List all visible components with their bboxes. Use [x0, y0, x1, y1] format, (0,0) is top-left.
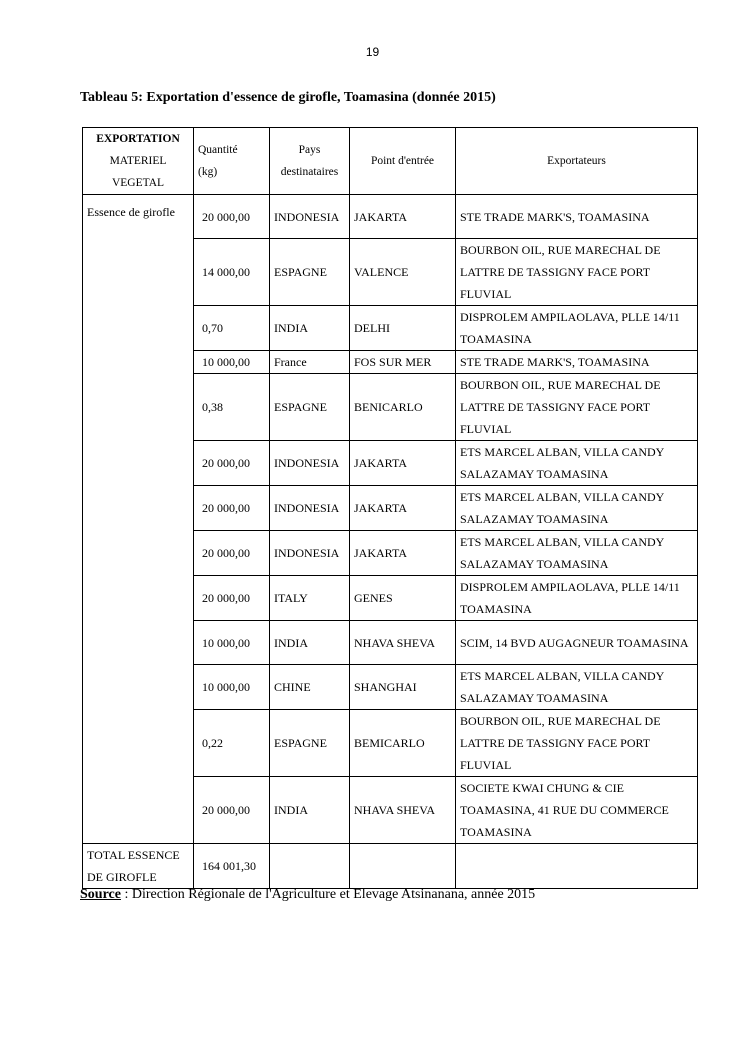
header-product-line2: MATERIEL: [109, 155, 167, 167]
quantity-cell: 20 000,00: [194, 441, 270, 486]
quantity-cell: 10 000,00: [194, 665, 270, 710]
quantity-cell: 20 000,00: [194, 195, 270, 239]
exporter-cell: DISPROLEM AMPILAOLAVA, PLLE 14/11 TOAMASINA: [456, 576, 698, 621]
source-text: : Direction Régionale de l'Agriculture et Elevage Atsinanana, année 2015: [120, 887, 536, 902]
header-entry-point: Point d'entrée: [350, 128, 456, 195]
exporter-cell: SCIM, 14 BVD AUGAGNEUR TOAMASINA: [456, 621, 698, 665]
total-row: [83, 844, 698, 889]
country-cell: INDONESIA: [270, 531, 350, 576]
quantity-cell: 10 000,00: [194, 621, 270, 665]
exporter-cell: SOCIETE KWAI CHUNG & CIE TOAMASINA, 41 RUE DU COMMERCE TOAMASINA: [456, 777, 698, 844]
entry-point-cell: FOS SUR MER: [350, 351, 456, 374]
quantity-cell: 20 000,00: [194, 531, 270, 576]
entry-point-cell: DELHI: [350, 306, 456, 351]
entry-point-cell: GENES: [350, 576, 456, 621]
exporter-cell: STE TRADE MARK'S, TOAMASINA: [456, 351, 698, 374]
header-product-line1: EXPORTATION: [96, 133, 180, 145]
entry-point-cell: JAKARTA: [350, 195, 456, 239]
header-quantity-line1: Quantité: [198, 144, 238, 156]
quantity-cell: 0,70: [194, 306, 270, 351]
exporter-cell: BOURBON OIL, RUE MARECHAL DE LATTRE DE TASSIGNY FACE PORT FLUVIAL: [456, 710, 698, 777]
quantity-cell: 0,38: [194, 374, 270, 441]
exporter-cell: ETS MARCEL ALBAN, VILLA CANDY SALAZAMAY TOAMASINA: [456, 486, 698, 531]
entry-point-cell: BEMICARLO: [350, 710, 456, 777]
country-cell: ITALY: [270, 576, 350, 621]
quantity-cell: 20 000,00: [194, 576, 270, 621]
country-cell: France: [270, 351, 350, 374]
exporter-cell: ETS MARCEL ALBAN, VILLA CANDY SALAZAMAY TOAMASINA: [456, 441, 698, 486]
header-country-line2: destinataires: [280, 166, 339, 178]
header-quantity-line2: (kg): [198, 166, 218, 178]
exporter-cell: STE TRADE MARK'S, TOAMASINA: [456, 195, 698, 239]
entry-point-cell: JAKARTA: [350, 486, 456, 531]
header-country-line1: Pays: [298, 144, 321, 156]
country-cell: ESPAGNE: [270, 239, 350, 306]
quantity-cell: 0,22: [194, 710, 270, 777]
source-label: Source: [80, 887, 121, 902]
country-cell: INDIA: [270, 777, 350, 844]
total-quantity: 164 001,30: [194, 844, 270, 889]
country-cell: INDONESIA: [270, 486, 350, 531]
header-product-line3: VEGETAL: [111, 177, 165, 189]
quantity-cell: 10 000,00: [194, 351, 270, 374]
entry-point-cell: NHAVA SHEVA: [350, 621, 456, 665]
exporter-cell: ETS MARCEL ALBAN, VILLA CANDY SALAZAMAY TOAMASINA: [456, 531, 698, 576]
country-cell: CHINE: [270, 665, 350, 710]
quantity-cell: 14 000,00: [194, 239, 270, 306]
table-title: Tableau 5: Exportation d'essence de girofle, Toamasina (donnée 2015): [80, 90, 496, 105]
header-product: [83, 128, 194, 195]
entry-point-cell: VALENCE: [350, 239, 456, 306]
export-table: [82, 127, 698, 889]
product-cell: Essence de girofle: [83, 195, 194, 844]
entry-point-cell: NHAVA SHEVA: [350, 777, 456, 844]
entry-point-cell: SHANGHAI: [350, 665, 456, 710]
country-cell: INDONESIA: [270, 441, 350, 486]
header-exporters: Exportateurs: [456, 128, 698, 195]
total-empty-cell: [350, 844, 456, 889]
page-number: 19: [365, 45, 380, 59]
country-cell: ESPAGNE: [270, 710, 350, 777]
table-row: [83, 195, 698, 239]
source-note: [80, 887, 535, 903]
quantity-cell: 20 000,00: [194, 486, 270, 531]
exporter-cell: ETS MARCEL ALBAN, VILLA CANDY SALAZAMAY TOAMASINA: [456, 665, 698, 710]
quantity-cell: 20 000,00: [194, 777, 270, 844]
country-cell: INDONESIA: [270, 195, 350, 239]
exporter-cell: BOURBON OIL, RUE MARECHAL DE LATTRE DE TASSIGNY FACE PORT FLUVIAL: [456, 239, 698, 306]
entry-point-cell: JAKARTA: [350, 441, 456, 486]
header-row: [83, 128, 698, 195]
total-empty-cell: [270, 844, 350, 889]
total-empty-cell: [456, 844, 698, 889]
country-cell: ESPAGNE: [270, 374, 350, 441]
exporter-cell: DISPROLEM AMPILAOLAVA, PLLE 14/11 TOAMASINA: [456, 306, 698, 351]
country-cell: INDIA: [270, 621, 350, 665]
entry-point-cell: JAKARTA: [350, 531, 456, 576]
total-label: TOTAL ESSENCE DE GIROFLE: [83, 844, 194, 889]
header-country: [270, 128, 350, 195]
entry-point-cell: BENICARLO: [350, 374, 456, 441]
country-cell: INDIA: [270, 306, 350, 351]
header-quantity: [194, 128, 270, 195]
exporter-cell: BOURBON OIL, RUE MARECHAL DE LATTRE DE TASSIGNY FACE PORT FLUVIAL: [456, 374, 698, 441]
